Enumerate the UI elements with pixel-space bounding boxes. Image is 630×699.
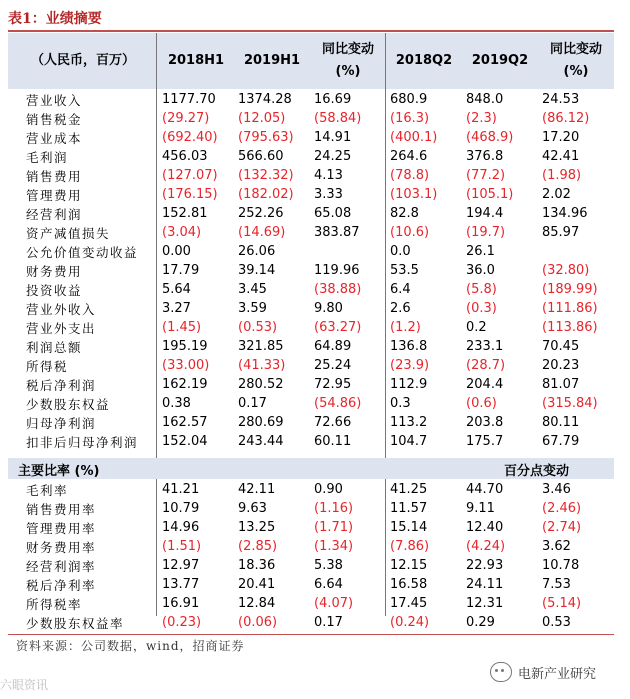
cell-value: 376.8: [466, 149, 504, 164]
table-row: [8, 299, 614, 318]
cell-value: 162.19: [162, 377, 208, 392]
watermark-text: 电新产业研究: [518, 666, 597, 682]
cell-value: 13.77: [162, 577, 200, 592]
table-title: 表1：业绩摘要: [8, 11, 102, 27]
row-label: 少数股东权益: [26, 396, 111, 412]
cell-value: 456.03: [162, 149, 208, 164]
row-label: 财务费用率: [26, 539, 97, 555]
cell-value: (0.06): [238, 615, 278, 630]
cell-value: 20.41: [238, 577, 276, 592]
cell-value: 82.8: [390, 206, 419, 221]
cell-value: (23.9): [390, 358, 430, 373]
cell-value: 81.07: [542, 377, 580, 392]
row-label: 所得税率: [26, 596, 83, 612]
cell-value: 3.62: [542, 539, 571, 554]
cell-value: 175.7: [466, 434, 504, 449]
cell-value: 25.24: [314, 358, 352, 373]
cell-value: 383.87: [314, 225, 360, 240]
cell-value: 17.20: [542, 130, 580, 145]
cell-value: 12.97: [162, 558, 200, 573]
cell-value: (12.05): [238, 111, 286, 126]
cell-value: 4.13: [314, 168, 343, 183]
cell-value: 233.1: [466, 339, 504, 354]
cell-value: 162.57: [162, 415, 208, 430]
cell-value: 112.9: [390, 377, 428, 392]
row-label: 管理费用率: [26, 520, 97, 536]
row-label: 财务费用: [26, 263, 83, 279]
cell-value: 0.00: [162, 244, 191, 259]
cell-value: 6.64: [314, 577, 343, 592]
col-yoy-h1: 同比变动 (%): [321, 42, 374, 79]
row-label: 归母净利润: [26, 415, 97, 431]
cell-value: (16.3): [390, 111, 430, 126]
cell-value: (14.69): [238, 225, 286, 240]
table-row: [8, 337, 614, 356]
cell-value: (7.86): [390, 539, 430, 554]
bottom-rule: [8, 634, 614, 635]
cell-value: 24.53: [542, 92, 580, 107]
cell-value: (176.15): [162, 187, 218, 202]
cell-value: [310, 242, 386, 261]
cell-value: (32.80): [542, 263, 590, 278]
cell-value: 848.0: [466, 92, 504, 107]
table-row: [8, 518, 614, 537]
cell-value: (127.07): [162, 168, 218, 183]
cell-value: 264.6: [390, 149, 428, 164]
row-label: 少数股东权益率: [26, 615, 125, 631]
cell-value: 1177.70: [162, 92, 216, 107]
cell-value: 6.4: [390, 282, 411, 297]
cell-value: 9.80: [314, 301, 343, 316]
row-label: 税后净利润: [26, 377, 97, 393]
cell-value: (1.45): [162, 320, 202, 335]
cell-value: 195.19: [162, 339, 208, 354]
cell-value: (1.51): [162, 539, 202, 554]
cell-value: 53.5: [390, 263, 419, 278]
cell-value: (41.33): [238, 358, 286, 373]
cell-value: 204.4: [466, 377, 504, 392]
cell-value: (28.7): [466, 358, 506, 373]
cell-value: 24.11: [466, 577, 504, 592]
cell-value: 0.29: [466, 615, 495, 630]
cell-value: 280.52: [238, 377, 284, 392]
cell-value: (0.3): [466, 301, 497, 316]
cell-value: (2.85): [238, 539, 278, 554]
cell-value: (5.8): [466, 282, 497, 297]
cell-value: (111.86): [542, 301, 598, 316]
cell-value: 0.38: [162, 396, 191, 411]
cell-value: 280.69: [238, 415, 284, 430]
table-row: [8, 261, 614, 280]
row-label: 毛利润: [26, 149, 69, 165]
cell-value: (0.23): [162, 615, 202, 630]
cell-value: 42.11: [238, 482, 276, 497]
cell-value: (86.12): [542, 111, 590, 126]
cell-value: (189.99): [542, 282, 598, 297]
cell-value: (0.6): [466, 396, 497, 411]
cell-value: 60.11: [314, 434, 352, 449]
row-label: 所得税: [26, 358, 69, 374]
cell-value: 321.85: [238, 339, 284, 354]
ratio-header: [8, 458, 614, 479]
table-row: [8, 147, 614, 166]
cell-value: 12.40: [466, 520, 504, 535]
cell-value: (1.34): [314, 539, 354, 554]
col-2019h1: 2019H1: [243, 53, 301, 68]
cell-value: (4.24): [466, 539, 506, 554]
row-label: 销售费用: [26, 168, 83, 184]
cell-value: (1.2): [390, 320, 421, 335]
cell-value: 566.60: [238, 149, 284, 164]
table-row: [8, 242, 614, 261]
cell-value: 16.58: [390, 577, 428, 592]
cell-value: (0.53): [238, 320, 278, 335]
row-label: 营业外支出: [26, 320, 97, 336]
cell-value: 72.95: [314, 377, 352, 392]
cell-value: 64.89: [314, 339, 352, 354]
cell-value: (3.04): [162, 225, 202, 240]
row-label: 管理费用: [26, 187, 83, 203]
ratio-header-left: 主要比率 (%): [18, 464, 100, 479]
cell-value: (10.6): [390, 225, 430, 240]
row-label: 公允价值变动收益: [26, 244, 139, 260]
cell-value: (468.9): [466, 130, 514, 145]
table-row: [8, 480, 614, 499]
cell-value: (78.8): [390, 168, 430, 183]
cell-value: 44.70: [466, 482, 504, 497]
cell-value: (19.7): [466, 225, 506, 240]
cell-value: 12.84: [238, 596, 276, 611]
col-2018h1: 2018H1: [167, 53, 225, 68]
cell-value: 2.6: [390, 301, 411, 316]
row-label: 销售税金: [26, 111, 83, 127]
cell-value: [538, 242, 614, 261]
row-label: 营业成本: [26, 130, 83, 146]
cell-value: (58.84): [314, 111, 362, 126]
cell-value: 9.11: [466, 501, 495, 516]
table-row: [8, 375, 614, 394]
cell-value: 0.17: [314, 615, 343, 630]
row-label: 税后净利率: [26, 577, 97, 593]
cell-value: 252.26: [238, 206, 284, 221]
cell-value: (1.16): [314, 501, 354, 516]
cell-value: 136.8: [390, 339, 428, 354]
cell-value: 0.90: [314, 482, 343, 497]
row-label: 投资收益: [26, 282, 83, 298]
cell-value: 203.8: [466, 415, 504, 430]
table-row: [8, 594, 614, 613]
cell-value: (77.2): [466, 168, 506, 183]
table-row: [8, 128, 614, 147]
table-row: [8, 166, 614, 185]
cell-value: (4.07): [314, 596, 354, 611]
cell-value: 67.79: [542, 434, 580, 449]
cell-value: 15.14: [390, 520, 428, 535]
row-label: 营业外收入: [26, 301, 97, 317]
col-2019q2: 2019Q2: [471, 53, 529, 68]
cell-value: 152.04: [162, 434, 208, 449]
cell-value: 70.45: [542, 339, 580, 354]
table-row: [8, 499, 614, 518]
cell-value: 85.97: [542, 225, 580, 240]
cell-value: 10.78: [542, 558, 580, 573]
cell-value: (113.86): [542, 320, 598, 335]
row-label: 销售费用率: [26, 501, 97, 517]
ratio-table: [8, 480, 614, 632]
cell-value: 152.81: [162, 206, 208, 221]
table-row: [8, 318, 614, 337]
cell-value: 11.57: [390, 501, 428, 516]
cell-value: 119.96: [314, 263, 360, 278]
table-row: [8, 90, 614, 109]
table-row: [8, 280, 614, 299]
cell-value: 2.02: [542, 187, 571, 202]
row-label: 毛利率: [26, 482, 69, 498]
cell-value: 17.45: [390, 596, 428, 611]
cell-value: 10.79: [162, 501, 200, 516]
cell-value: 22.93: [466, 558, 504, 573]
cell-value: 80.11: [542, 415, 580, 430]
row-label: 营业收入: [26, 92, 83, 108]
cell-value: (1.71): [314, 520, 354, 535]
top-rule: [8, 30, 614, 32]
cell-value: 3.33: [314, 187, 343, 202]
cell-value: 20.23: [542, 358, 580, 373]
cell-value: 39.14: [238, 263, 276, 278]
cell-value: (33.00): [162, 358, 210, 373]
financial-table: [8, 90, 614, 451]
row-label: 经营利润: [26, 206, 83, 222]
cell-value: 0.0: [390, 244, 411, 259]
cell-value: (103.1): [390, 187, 438, 202]
wechat-icon: [490, 662, 512, 682]
cell-value: (63.27): [314, 320, 362, 335]
table-row: [8, 613, 614, 632]
cell-value: 0.17: [238, 396, 267, 411]
cell-value: (182.02): [238, 187, 294, 202]
row-label: 经营利润率: [26, 558, 97, 574]
cell-value: (29.27): [162, 111, 210, 126]
cell-value: (692.40): [162, 130, 218, 145]
unit-header: （人民币，百万）: [30, 53, 135, 68]
cell-value: 1374.28: [238, 92, 292, 107]
col-2018q2: 2018Q2: [395, 53, 453, 68]
cell-value: (38.88): [314, 282, 362, 297]
cell-value: (400.1): [390, 130, 438, 145]
cell-value: 16.91: [162, 596, 200, 611]
cell-value: 72.66: [314, 415, 352, 430]
cell-value: 0.53: [542, 615, 571, 630]
col-yoy-q2: 同比变动 (%): [549, 42, 602, 79]
cell-value: 16.69: [314, 92, 352, 107]
cell-value: (5.14): [542, 596, 582, 611]
table-row: [8, 432, 614, 451]
source-note: 资料来源：公司数据，wind，招商证券: [16, 639, 245, 653]
cell-value: 3.45: [238, 282, 267, 297]
table-row: [8, 413, 614, 432]
table-row: [8, 204, 614, 223]
cell-value: (2.74): [542, 520, 582, 535]
cell-value: (1.98): [542, 168, 582, 183]
cell-value: 104.7: [390, 434, 428, 449]
watermark: [490, 662, 596, 682]
table-header: [8, 33, 614, 89]
cell-value: 17.79: [162, 263, 200, 278]
cell-value: 3.59: [238, 301, 267, 316]
cell-value: 13.25: [238, 520, 276, 535]
cell-value: 3.27: [162, 301, 191, 316]
table-row: [8, 109, 614, 128]
cell-value: 65.08: [314, 206, 352, 221]
ratio-header-right: 百分点变动: [504, 464, 570, 479]
cell-value: 14.96: [162, 520, 200, 535]
cell-value: 26.1: [466, 244, 495, 259]
cell-value: (2.3): [466, 111, 497, 126]
cell-value: (795.63): [238, 130, 294, 145]
cell-value: (0.24): [390, 615, 430, 630]
row-label: 资产减值损失: [26, 225, 111, 241]
cell-value: (132.32): [238, 168, 294, 183]
table-row: [8, 223, 614, 242]
cell-value: 42.41: [542, 149, 580, 164]
table-row: [8, 394, 614, 413]
cell-value: 14.91: [314, 130, 352, 145]
cell-value: 113.2: [390, 415, 428, 430]
cell-value: 41.21: [162, 482, 200, 497]
cell-value: (2.46): [542, 501, 582, 516]
cell-value: 0.3: [390, 396, 411, 411]
watermark-corner: 六眼资讯: [0, 678, 49, 692]
cell-value: 18.36: [238, 558, 276, 573]
cell-value: 36.0: [466, 263, 495, 278]
cell-value: 7.53: [542, 577, 571, 592]
cell-value: 134.96: [542, 206, 588, 221]
cell-value: 9.63: [238, 501, 267, 516]
cell-value: 26.06: [238, 244, 276, 259]
cell-value: 12.31: [466, 596, 504, 611]
row-label: 扣非后归母净利润: [26, 434, 139, 450]
cell-value: 194.4: [466, 206, 504, 221]
cell-value: 680.9: [390, 92, 428, 107]
cell-value: 5.64: [162, 282, 191, 297]
cell-value: 243.44: [238, 434, 284, 449]
cell-value: (105.1): [466, 187, 514, 202]
table-row: [8, 556, 614, 575]
cell-value: 5.38: [314, 558, 343, 573]
cell-value: (54.86): [314, 396, 362, 411]
row-label: 利润总额: [26, 339, 83, 355]
table-row: [8, 356, 614, 375]
cell-value: (315.84): [542, 396, 598, 411]
cell-value: 24.25: [314, 149, 352, 164]
cell-value: 3.46: [542, 482, 571, 497]
table-row: [8, 185, 614, 204]
cell-value: 41.25: [390, 482, 428, 497]
cell-value: 0.2: [466, 320, 487, 335]
table-row: [8, 537, 614, 556]
table-row: [8, 575, 614, 594]
cell-value: 12.15: [390, 558, 428, 573]
